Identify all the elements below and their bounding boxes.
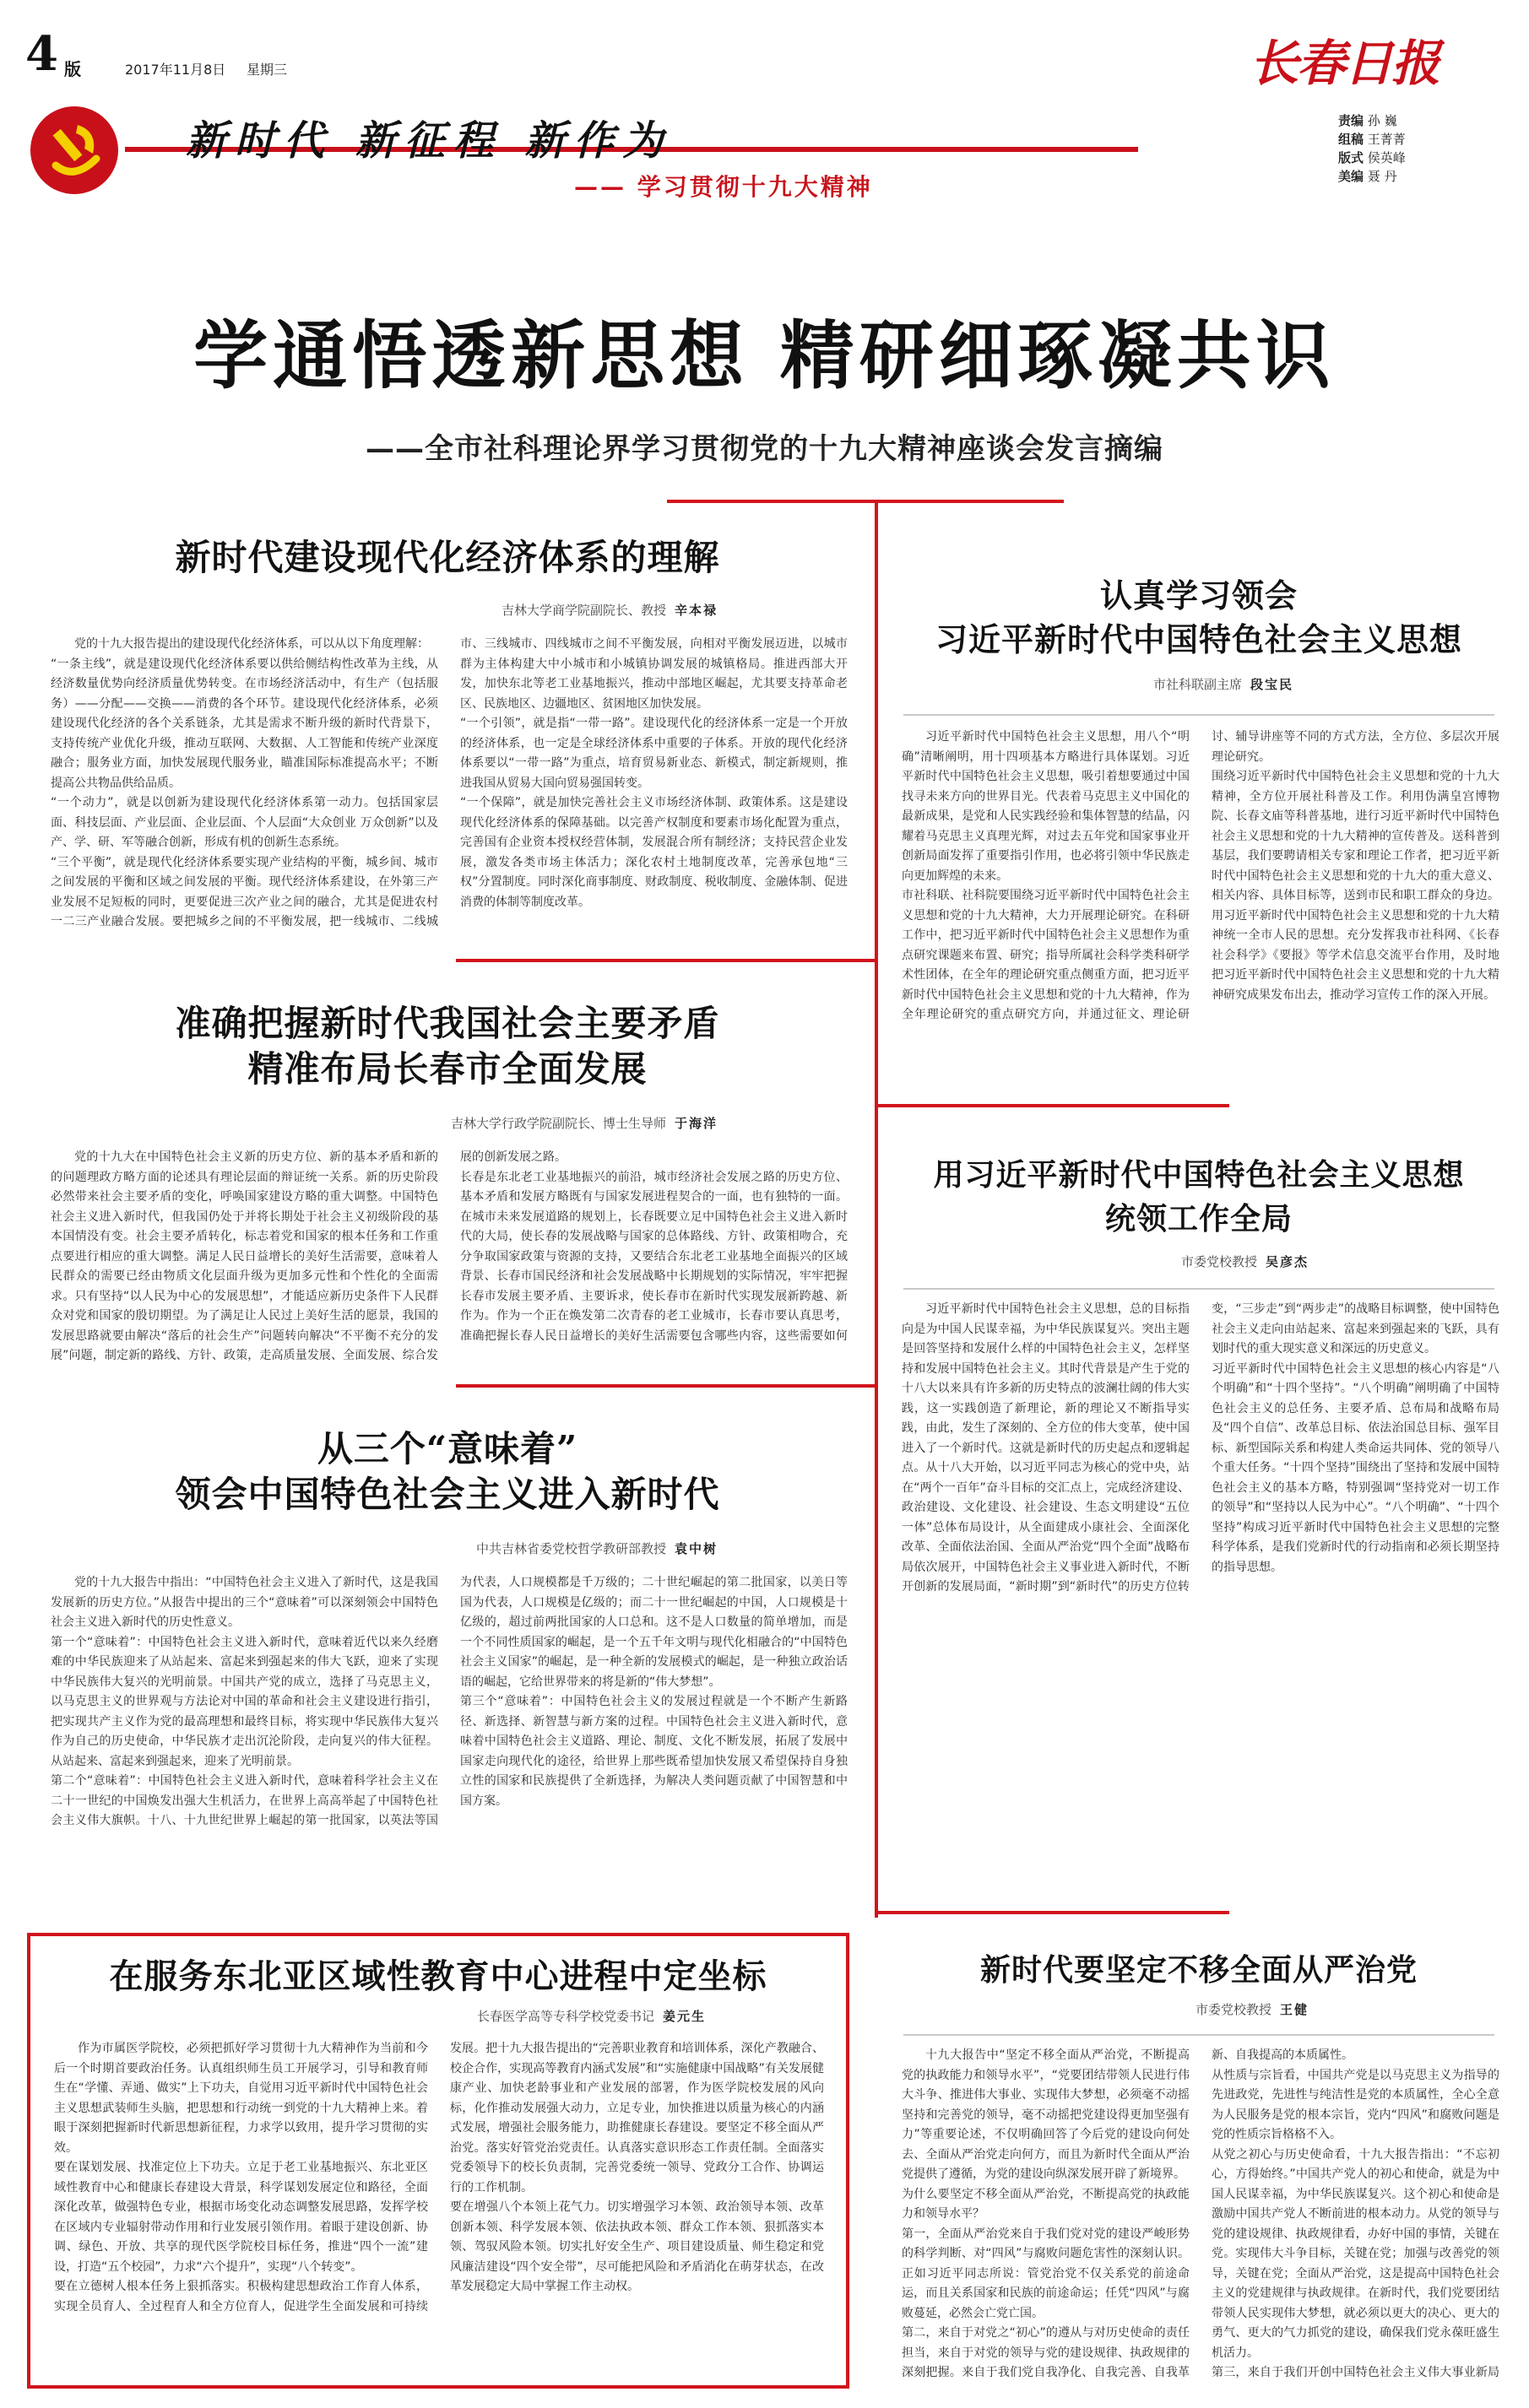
author-affiliation: 市委党校教授 [1180,1254,1257,1269]
article-title-line: 习近平新时代中国特色社会主义思想 [935,620,1462,658]
article-title-line: 认真学习领会 [1099,576,1298,614]
article-title [886,1153,1511,1241]
article-byline [886,675,1293,693]
article-byline [886,1253,1309,1270]
article-title-line: 领会中国特色社会主义进入新时代 [175,1474,720,1515]
red-divider-left-1 [456,959,878,962]
article-title: 在服务东北亚区域性教育中心进程中定坐标 [109,1956,767,1996]
author-name: 袁中树 [674,1541,718,1556]
article-byline [25,1114,718,1132]
section-divider [903,2034,1494,2036]
main-headline: 学通悟透新思想 精研细琢凝共识 [193,312,1336,399]
banner-subtitle: —— 学习贯彻十九大精神 [574,173,873,201]
article-title-line: 准确把握新时代我国社会主要矛盾 [175,1003,720,1044]
author-affiliation: 吉林大学商学院副院长、教授 [501,603,666,618]
author-name: 于海洋 [674,1116,718,1131]
article-body: 党的十九大报告提出的建设现代化经济体系，可以从以下角度理解： “一条主线”，就是建设现代化经济体系要以供给侧结构性改革为主线，从经济数量优势向经济质量优势转变。在市场经济活动中，有生产（包括服务）——分配——交换——消费的各个环节。建设现代化经济体系，必须建设现代化经济的各个关系链条，尤其是需求不断升级的新时代背景下，支持传统产业优化升级，推动互联网、大数据、人工智能和传统产业深度融合；服务业方面，加快发展现代服务业，瞄准国际标准提高水平；不断提高公共物品供给品质。 “一个动力”，就是以创新为建设现代化经济体系第一动力。包括国家层面、科技层面、产业层面、企业层面、个人层面“大众创业 万众创新”以及产、学、研、军等融合创新，形成有机的创新生态系统。 “三个平衡”，就是现代化经济体系要实现产业结构的平衡，城乡间、城市之间发展的平衡和区域之间发展的平衡。现代经济体系建设，在外第三产业发展不足短板的同时，更要促进三次产业之间的融合，尤其是促进农村一二三产业融合发展。要把城乡之间的不平衡发展，把一线城市、二线城市、三线城市、四线城市之间不平衡发展，向相对平衡发展迈进，以城市群为主体构建大中小城市和小城镇协调发展的城镇格局。推进西部大开发，加快东北等老工业基地振兴，推动中部地区崛起，尤其要支持革命老区、民族地区、边疆地区、贫困地区加快发展。 “一个引领”，就是指“一带一路”。建设现代化的经济体系一定是一个开放的经济体系，也一定是全球经济体系中重要的子体系。开放的现代化经济体系要以“一带一路”为重点，培育贸易新业态、新模式，制定新规则，推进我国从贸易大国向贸易强国转变。 “一个保障”，就是加快完善社会主义市场经济体制、政策体系。这是建设现代化经济体系的保障基础。以完善产权制度和要素市场化配置为重点，完善国有企业资本授权经营体制，发展混合所有制经济；支持民营企业发展，激发各类市场主体活力；深化农村土地制度改革，完善承包地“三权”分置制度。同时深化商事制度、财政制度、税收制度、金融体制、促进消费的体制等制度改革。 [51,637,848,928]
article-title [25,1001,870,1092]
article-title-line: 精准布局长春市全面发展 [247,1048,648,1090]
red-divider-vertical [875,500,878,1918]
issue-weekday: 星期三 [247,62,288,78]
author-name: 吴彦杰 [1265,1254,1309,1269]
article-body: 习近平新时代中国特色社会主义思想，用八个“明确”清晰阐明，用十四项基本方略进行具体谋划。习近平新时代中国特色社会主义思想，吸引着想要通过中国找寻未来方向的世界目光。代表着马克思主义中国化的最新成果，是党和人民实践经验和集体智慧的结晶，闪耀着马克思主义真理光辉，对过去五年党和国家事业开创新局面发挥了重要指引作用，也必将引领中华民族走向更加辉煌的未来。 市社科联、社科院要围绕习近平新时代中国特色社会主义思想和党的十九大精神，大力开展理论研究。在科研工作中，把习近平新时代中国特色社会主义思想作为重点研究课题来布置、研究；指导所属社会科学类科研学术性团体，在全年的理论研究重点侧重方面，把习近平新时代中国特色社会主义思想和党的十九大精神，作为全年理论研究的重点研究方向，并通过征文、理论研讨、辅导讲座等不同的方式方法，全方位、多层次开展理论研究。 围绕习近平新时代中国特色社会主义思想和党的十九大精神，全方位开展社科普及工作。利用伪满皇宫博物院、长春文庙等科普基地，进行习近平新时代中国特色社会主义思想和党的十九大精神的宣传普及。送科普到基层，我们要聘请相关专家和理论工作者，把习近平新时代中国特色社会主义思想和党的十九大的重大意义、相关内容、具体目标等，送到市民和职工群众的身边。用习近平新时代中国特色社会主义思想和党的十九大精神统一全市人民的思想。充分发挥我市社科网、《长春社会科学》《要报》等学术信息交流平台作用，及时地把习近平新时代中国特色社会主义思想和党的十九大精神研究成果发布出去，推动学习宣传工作的深入开展。 [902,730,1499,1021]
article-byline [30,2007,706,2025]
author-name: 姜元生 [662,2009,706,2024]
masthead: 长春日报 [1250,35,1440,92]
issue-date: 2017年11月8日 [125,62,226,78]
banner-slogan: 新时代 新征程 新作为 [186,117,672,165]
article-body: 党的十九大在中国特色社会主义新的历史方位、新的基本矛盾和新的的问题理政方略方面的论述具有理论层面的辩证统一关系。新的历史阶段必然带来社会主要矛盾的变化，呼唤国家建设方略的重大调整。中国特色社会主义进入新时代，但我国仍处于并将长期处于社会主义初级阶段的基本国情没有变。社会主要矛盾转化，标志着党和国家的根本任务和工作重点要进行相应的重大调整。满足人民日益增长的美好生活需要，意味着人民群众的需要已经由物质文化层面升级为更加多元性和个性化的全面需求。只有坚持“以人民为中心的发展思想”，才能适应新历史条件下人民群众对党和国家的殷切期望。为了满足让人民过上美好生活的愿景，我国的发展思路就要由解决“落后的社会生产”问题转向解决“不平衡不充分的发展”问题，制定新的路线、方针、政策，走高质量发展、全面发展、综合发展的创新发展之路。 长春是东北老工业基地振兴的前沿，城市经济社会发展之路的历史方位、基本矛盾和发展方略既有与国家发展进程契合的一面，也有独特的一面。在城市未来发展道路的规划上，长春既要立足中国特色社会主义进入新时代的大局，使长春的发展战略与国家的总体路线、方针、政策相吻合，充分争取国家政策与资源的支持，又要结合东北老工业基地全面振兴的区域背景、长春市国民经济和社会发展战略中长期规划的实际情况，牢牢把握长春市发展主要矛盾、主要诉求，使长春市在新时代实现发展新跨越、新作为。作为一个正在焕发第二次青春的老工业城市，长春市要认真思考，准确把握长春人民日益增长的美好生活需要包含哪些内容，这些需要如何 [51,1150,848,1362]
editor-line: 责编 孙 巍 [1338,113,1397,128]
article-title [25,1426,870,1518]
article-byline [25,601,718,619]
article-title-line: 统领工作全局 [1104,1201,1293,1236]
article-title: 新时代要坚定不移全面从严治党 [979,1952,1418,1988]
author-name: 辛本禄 [674,603,718,618]
red-divider-left-2 [456,1384,878,1388]
article-title-line: 用习近平新时代中国特色社会主义思想 [933,1157,1465,1193]
red-divider-top [667,500,1064,503]
section-divider [903,1288,1494,1290]
banner [25,91,1292,209]
article-byline [886,2000,1309,2018]
article-body: 习近平新时代中国特色社会主义思想，总的目标指向是为中国人民谋幸福，为中华民族谋复兴。突出主题是回答坚持和发展什么样的中国特色社会主义，怎样坚持和发展中国特色社会主义。其时代背景是产生于党的十八大以来具有许多新的历史特点的波澜壮阔的伟大实践，这一实践创造了新理论，新的理论又不断指导实践，由此，发生了深刻的、全方位的伟大变革，使中国进入了一个新时代。这就是新时代的历史起点和逻辑起点。从十八大开始，以习近平同志为核心的党中央，站在“两个一百年”奋斗目标的交汇点上，完成经济建设、政治建设、文化建设、社会建设、生态文明建设“五位一体”总体布局设计，从全面建成小康社会、全面深化改革、全面依法治国、全面从严治党“四个全面”战略布局依次展开，中国特色社会主义事业进入新时代，不断开创新的发展局面，“新时期”到“新时代”的历史方位转变，“三步走”到“两步走”的战略目标调整，使中国特色社会主义走向由站起来、富起来到强起来的飞跃，具有划时代的重大现实意义和深远的历史意义。 习近平新时代中国特色社会主义思想的核心内容是“八个明确”和“十四个坚持”。“八个明确”阐明确了中国特色社会主义的总任务、主要矛盾、总布局和战略布局及“四个自信”、改革总目标、依法治国总目标、强军目标、新型国际关系和构建人类命运共同体、党的领导八个重大任务。“十四个坚持”围绕出了坚持和发展中国特色社会主义的基本方略，特别强调“坚持党对一切工作的领导”和“坚持以人民为中心”。“八个明确”、“十四个坚持”构成习近平新时代中国特色社会主义思想的完整科学体系，是我们党新时代的行动指南和必须长期坚持的指导思想。 [902,1302,1499,1594]
editors-box [1338,111,1406,186]
author-affiliation: 长春医学高等专科学校党委书记 [476,2009,654,2024]
page-number: 4 [25,26,58,82]
author-name: 段宝民 [1250,677,1293,692]
editor-line: 组稿 王菁菁 [1338,132,1406,147]
author-affiliation: 市社科联副主席 [1152,677,1242,692]
red-divider-bottom-right [875,1911,1229,1914]
author-affiliation: 吉林大学行政学院副院长、博士生导师 [450,1116,666,1131]
article-byline [25,1539,718,1557]
main-subheadline: ——全市社科理论界学习贯彻党的十九大精神座谈会发言摘编 [366,432,1163,466]
author-affiliation: 中共吉林省委党校哲学教研部教授 [475,1541,666,1556]
article-body: 党的十九大报告中指出：“中国特色社会主义进入了新时代，这是我国发展新的历史方位。”从报告中提出的三个“意味着”可以深刻领会中国特色社会主义进入新时代的历史性意义。 第一个“意味着”：中国特色社会主义进入新时代，意味着近代以来久经磨难的中华民族迎来了从站起来、富起来到强起来的伟大飞跃，迎来了实现中华民族伟大复兴的光明前景。中国共产党的成立，选择了马克思主义，以马克思主义的世界观与方法论对中国的革命和社会主义建设进行指引，把实现共产主义作为党的最高理想和最终目标，将实现中华民族伟大复兴作为自己的历史使命，中华民族才走出沉沦阶段，走向复兴的伟大征程。从站起来、富起来到强起来，迎来了光明前景。 第二个“意味着”：中国特色社会主义进入新时代，意味着科学社会主义在二十一世纪的中国焕发出强大生机活力，在世界上高高举起了中国特色社会主义伟大旗帜。十八、十九世纪世界上崛起的第一批国家，以英法等国为代表，人口规模都是千万级的；二十世纪崛起的第二批国家，以美日等国为代表，人口规模是亿级的；而二十一世纪崛起的中国，人口规模是十亿级的，超过前两批国家的人口总和。这不是人口数量的简单增加，而是一个不同性质国家的崛起，是一个五千年文明与现代化相融合的“中国特色社会主义国家”的崛起，是一种全新的发展模式的崛起，是一种独立政治话语的崛起，它给世界带来的将是新的“伟大梦想”。 第三个“意味着”：中国特色社会主义的发展过程就是一个不断产生新路径、新选择、新智慧与新方案的过程。中国特色社会主义进入新时代，意味着中国特色社会主义道路、理论、制度、文化不断发展，拓展了发展中国家走向现代化的途径，给世界上那些既希望加快发展又希望保持自身独立性的国家和民族提供了全新选择，为解决人类问题贡献了中国智慧和中国方案。 [51,1576,848,1827]
article-title [886,574,1511,662]
editor-line: 版式 侯英峰 [1338,150,1406,165]
red-divider-mid-right [875,1104,1229,1107]
article-title-line: 从三个“意味着” [317,1428,578,1469]
author-affiliation: 市委党校教授 [1195,2002,1271,2017]
article-body: 作为市属医学院校，必须把抓好学习贯彻十九大精神作为当前和今后一个时期首要政治任务。认真组织师生员工开展学习，引导和教育师生在“学懂、弄通、做实”上下功夫，自觉用习近平新时代中国特色社会主义思想武装师生头脑，把思想和行动统一到党的十九大精神上来。着眼于深刻把握新时代新思想新征程，力求学以致用，提升学习贯彻的实效。 要在谋划发展、找准定位上下功夫。立足于老工业基地振兴、东北亚区域性教育中心和健康长春建设大背景，科学谋划发展定位和路径，全面深化改革，做强特色专业，根据市场变化动态调整发展思路，发挥学校在区域内专业辐射带动作用和行业发展引领作用。着眼于建设创新、协调、绿色、开放、共享的现代医学院校目标任务，推进“四个一流”建设，打造“五个校园”，力求“六个提升”，实现“八个转变”。 要在立德树人根本任务上狠抓落实。积极构建思想政治工作育人体系，实现全员育人、全过程育人和全方位育人，促进学生全面发展和可持续发展。把十九大报告提出的“完善职业教育和培训体系，深化产教融合、校企合作，实现高等教育内涵式发展”和“实施健康中国战略”有关发展健康产业、加快老龄事业和产业发展的部署，作为医学院校发展的风向标，化作推动发展强大动力，立足专业，加快推进以质量为核心的内涵式发展，增强社会服务能力，助推健康长春建设。要坚定不移全面从严治党。落实好管党治党责任。认真落实意识形态工作责任制。全面落实党委领导下的校长负责制，完善党委统一领导、党政分工合作、协调运行的工作机制。 要在增强八个本领上花气力。切实增强学习本领、政治领导本领、改革创新本领、科学发展本领、依法执政本领、群众工作本领、狠抓落实本领、驾驭风险本领。切实扎好安全生产、项目建设质量、师生稳定和党风廉洁建设“四个安全带”，尽可能把风险和矛盾消化在萌芽状态，在改革发展稳定大局中掌握工作主动权。 [54,2042,824,2313]
page-unit: 版 [64,59,81,79]
section-divider [903,714,1494,716]
editor-line: 美编 聂 丹 [1338,169,1397,184]
article-body: 十九大报告中“坚定不移全面从严治党，不断提高党的执政能力和领导水平”，“党要团结带领人民进行伟大斗争、推进伟大事业、实现伟大梦想，必须毫不动摇坚持和完善党的领导，毫不动摇把党建设得更加坚强有力”等重要论述，不仅明确回答了今后党的建设向何处去、全面从严治党走向何方，而且为新时代全面从严治党提供了遵循，为党的建设向纵深发展开辟了新境界。 为什么要坚定不移全面从严治党，不断提高党的执政能力和领导水平？ 第一，全面从严治党来自于我们党对党的建设严峻形势的科学判断、对“四风”与腐败问题危害性的深刻认识。正如习近平同志所说：管党治党不仅关系党的前途命运，而且关系国家和民族的前途命运；任凭“四风”与腐败蔓延，必然会亡党亡国。 第二，来自于对党之“初心”的遵从与对历史使命的责任担当，来自于对党的领导与党的建设规律、执政规律的深刻把握。来自于我们党自我净化、自我完善、自我革新、自我提高的本质属性。 从性质与宗旨看，中国共产党是以马克思主义为指导的先进政党，先进性与纯洁性是党的本质属性，全心全意为人民服务是党的根本宗旨，党内“四风”和腐败问题是党的性质宗旨格格不入。 从党之初心与历史使命看，十九大报告指出：“不忘初心，方得始终。”中国共产党人的初心和使命，就是为中国人民谋幸福，为中华民族谋复兴。这个初心和使命是激励中国共产党人不断前进的根本动力。从党的领导与党的建设规律、执政规律看，办好中国的事情，关键在党。实现伟大斗争目标，关键在党；加强与改善党的领导，关键在党；全面从严治党，这是提高中国特色社会主义的党建规律与执政规律。在新时代，我们党要团结带领人民实现伟大梦想，就必须以更大的决心、更大的勇气、更大的气力抓党的建设，确保我们党永葆旺盛生机活力。 第三，来自于我们开创中国特色社会主义伟大事业新局 [902,2048,1499,2379]
article-title: 新时代建设现代化经济体系的理解 [175,537,720,578]
party-emblem-icon [30,106,118,194]
author-name: 王健 [1279,2002,1309,2017]
